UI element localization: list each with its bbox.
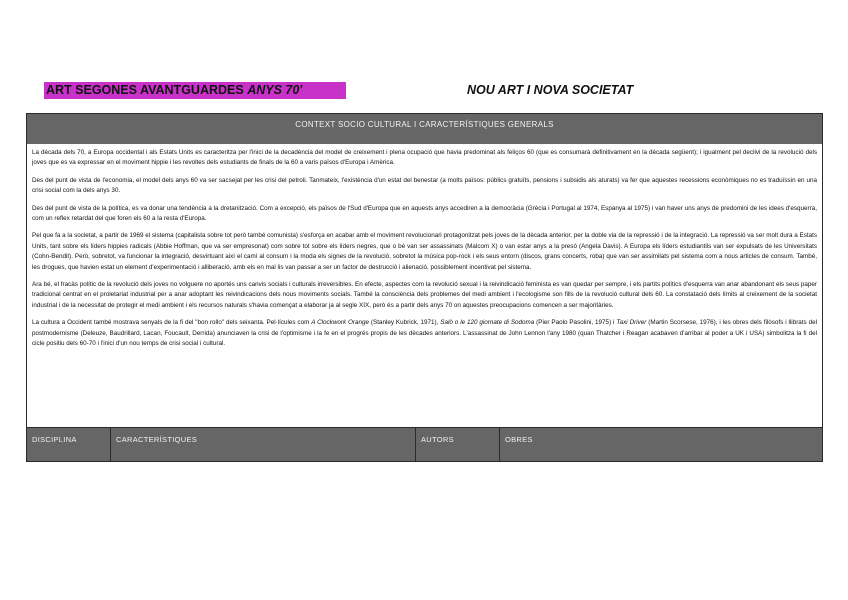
column-header-caracteristiques: CARACTERÍSTIQUES: [111, 428, 416, 461]
content-table: [26, 113, 823, 462]
left-title-italic: ANYS 70': [247, 83, 303, 97]
right-title: NOU ART I NOVA SOCIETAT: [467, 83, 634, 97]
culture-text-2: (Stanley Kubrick, 1971),: [369, 319, 441, 327]
culture-text-1: La cultura a Occident també mostrava senyals de la fi del "bon rollo" dels seixanta. Pel·lícules com: [32, 319, 312, 327]
culture-text-3: (Pier Paolo Pasolini, 1975) i: [534, 319, 617, 327]
left-title: [44, 82, 346, 99]
film-title-2: Salò o le 120 giornate di Sodoma: [440, 319, 535, 327]
context-text: [27, 144, 822, 428]
paragraph-economy: Des del punt de vista de l'economia, el model dels anys 60 va ser sacsejat per les crisi del petroli. Tanmateix, l'existència d'un estat del benestar (a molts països: públics gratuïts, pensions i subsidis als aturats) va fer que aquestes recessions econòmiques no es traduïssin en una crisi social com la dels anys 30.: [32, 176, 817, 195]
section-header: CONTEXT SOCIO CULTURAL I CARACTERÍSTIQUES GENERALS: [27, 114, 822, 144]
paragraph-society: Pel que fa a la societat, a partir de 1969 el sistema (capitalista sobre tot però també comunista) s'esforça en acabar amb el moviment revolucionari protagonitzat pels joves de la dècada anterior, per la doble via de la repressió i de la integració. La repressió va ser molt dura a Estats Units, tant sobre els líders hippies radicals (Abbie Hoffman, que va ser empresonat) com sobre tot sobre els líders negres, que o bé van ser assassinats (Malcom X) o van estar anys a la presó (Angela Davis). A Europa els líders estudiantils van ser expulsats de les Universitats (Cohn-Bendit). Però, sobretot, va funcionar la integració, desvirtuant així el camí al consum i la moda els signes de la revolució, sobretot la música pop-rock i els seus entorn (discos, grans concerts, roba) que van ser assimilats pel sistema com a nous articles de consum. També, les drogues, que havien estat un element d'experimentació i alliberació, amb els en mal lis van passar a ser un factor de destrucció i alienació, possiblement incentivat pel sistema.: [32, 232, 817, 271]
column-header-row: [27, 427, 822, 461]
column-header-obres: OBRES: [505, 435, 533, 444]
paragraph-economy-intro: La dècada dels 70, a Europa occidental i als Estats Units es caracteritza per l'inici de la decadència del model de creixement i plena ocupació que havia predominat als feliços 60 (que es consumarà definitivament en la dècada següent); i igualment pel declivi de la revolució dels joves que es va expressar en el moviment hippie i les revoltes dels estudiants de finals de la 60 a varis països d'Europa i Amèrica.: [32, 149, 817, 167]
paragraph-politics: Des del punt de vista de la política, es va donar una tendència a la dretanització. Com a excepció, els països de l'Sud d'Europa que en aquests anys accediren a la democràcia (Grècia i Portugal al 1974, Espanya al 1975) i van haver uns anys de predomini de les idees d'esquerra, com un reflex retardat del que foren els 60 a la resta d'Europa.: [32, 204, 817, 223]
column-header-disciplina: DISCIPLINA: [27, 428, 111, 461]
film-title-3: Taxi Driver: [616, 319, 647, 327]
left-title-text: ART SEGONES AVANTGUARDES: [46, 83, 244, 97]
culture-text-4: (Martin Scorsese, 1976), i les obres dels filòsofs i llibrats del postmodernisme (Deleuze, Baudrillard, Lacan, Foucault, Derrida) anunciaven la crisi de l'optimisme i la fe en el progrés propis de les dècades anteriors. L'assassinat de John Lennon l'any 1980 (quan Thatcher i Reagan acabaven d'arribar al poder a UK i USA) simbolitza la fi del cicle positiu dels 60-70 i l'inici d'un nou temps de crisi social i cultural.: [32, 319, 817, 348]
column-header-autors: AUTORS: [416, 428, 500, 461]
paragraph-changes: Ara bé, el fracàs polític de la revolució dels joves no volguere no aportés uns canvis socials i culturals irreversibles. En efecte, aspectes com la revolució sexual i la reivindicació feminista es van quedar per sempre, i els partits polítics d'esquerra van anar abandonant els seus paper tradicional centrat en el proletariat industrial per a anar adoptant les reivindicacions dels nous moviments socials. També la consciència dels problemes del medi ambient i l'ecologisme son fills de la revolució cultural dels 60. La constatació dels límits al creixement de la societat industrial i de la necessitat de protegir el medi ambient i els recursos naturals s'havia començat a elaborar ja al segle XIX, però és a partir dels anys 70 on aquestes preocupacions comencen a ser majoritàries.: [32, 281, 817, 309]
paragraph-culture: [32, 318, 817, 349]
film-title-1: A Clockwork Orange: [311, 319, 370, 327]
